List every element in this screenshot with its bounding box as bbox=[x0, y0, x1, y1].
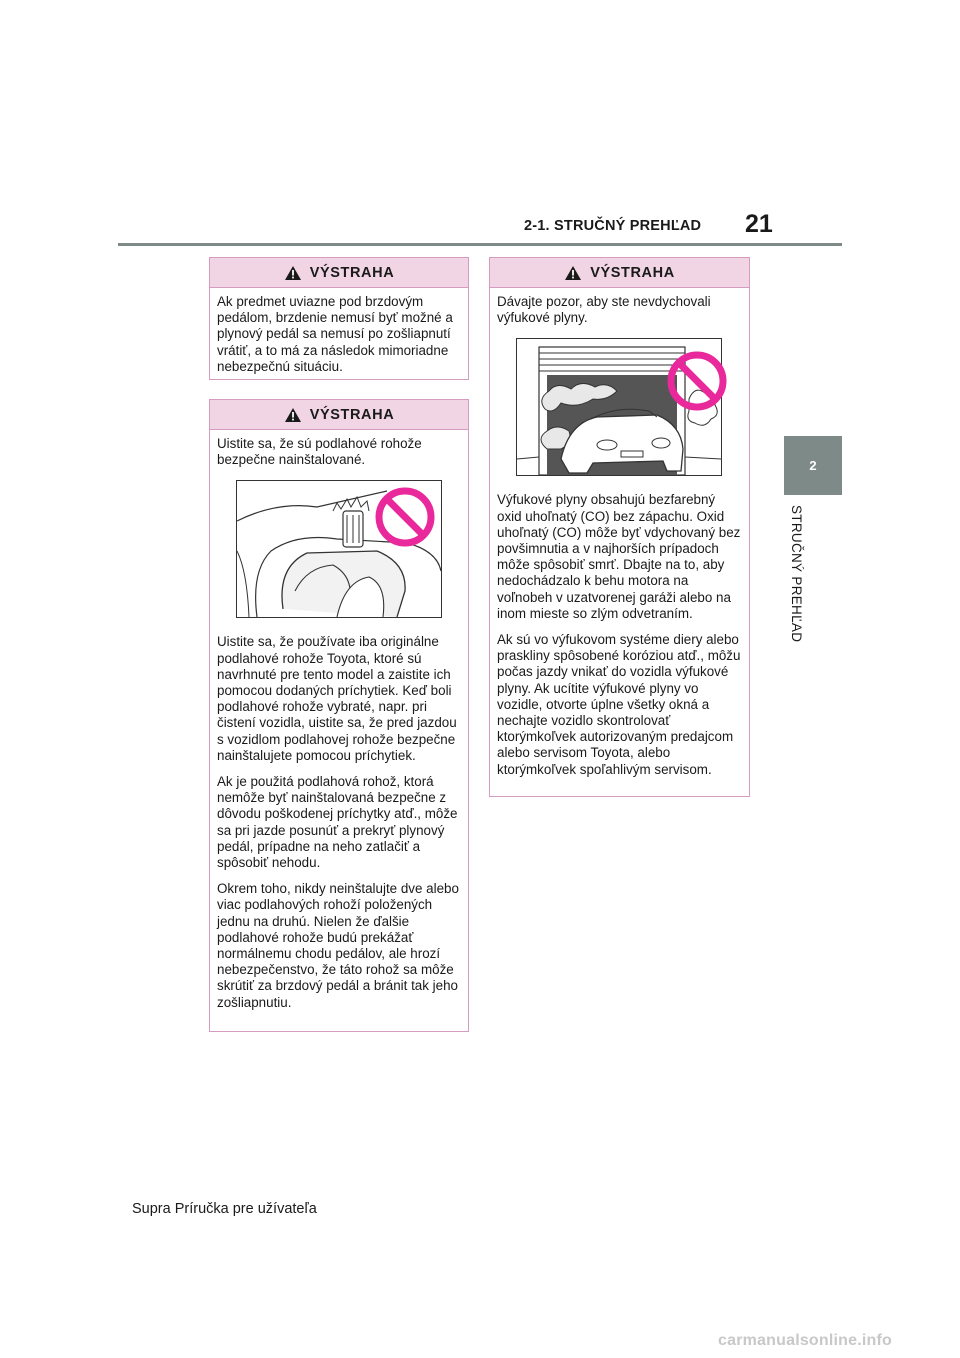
header-rule bbox=[118, 243, 842, 246]
warning-paragraph: Ak predmet uviazne pod brzdovým pedálom, brzdenie nemusí byť možné a plynový pedál sa nemusí po zošliapnutí vrátiť, a to má za následok mimoriadne nebezpečnú situáciu. bbox=[217, 294, 453, 374]
warning-body bbox=[210, 288, 468, 383]
warning-title: VÝSTRAHA bbox=[590, 264, 675, 281]
warning-title: VÝSTRAHA bbox=[309, 264, 395, 281]
chapter-tab[interactable]: 2 bbox=[784, 436, 842, 495]
prohibition-icon bbox=[666, 350, 728, 412]
warning-triangle-icon bbox=[284, 407, 302, 423]
warning-triangle-icon bbox=[284, 265, 302, 281]
warning-box-floor-mats bbox=[209, 399, 469, 1032]
warning-header bbox=[490, 258, 749, 288]
page-number: 21 bbox=[745, 210, 773, 238]
warning-paragraph: Ak sú vo výfukovom systéme diery alebo praskliny spôsobené koróziou atď., môžu počas jazdy vnikať do vozidla výfukové plyny. Ak ucítite výfukové plyny vo vozidle, otvorte úplne všetky okná a nechajte vozidlo skontrolovať ktorýmkoľvek autorizovaným predajcom alebo servisom Toyota, alebo ktorýmkoľvek spoľahlivým servisom. bbox=[497, 632, 741, 777]
warning-title: VÝSTRAHA bbox=[309, 406, 395, 423]
warning-paragraph: Uistite sa, že sú podlahové rohože bezpečne nainštalované. bbox=[217, 436, 422, 468]
section-title: 2-1. STRUČNÝ PREHĽAD bbox=[524, 218, 702, 234]
footer-manual-title: Supra Príručka pre užívateľa bbox=[132, 1201, 317, 1217]
warning-body bbox=[490, 288, 749, 786]
warning-paragraph: Výfukové plyny obsahujú bezfarebný oxid uhoľnatý (CO) bez zápachu. Oxid uhoľnatý (CO) môže byť vdychovaný bez povšimnutia a v najhorších prípadoch môže spôsobiť smrť. Dbajte na to, aby nedochádzalo k behu motora na voľnobeh v uzatvorenej garáži alebo na inom mieste so zlým odvetraním. bbox=[497, 492, 741, 621]
prohibition-icon bbox=[374, 486, 436, 548]
chapter-vertical-label bbox=[786, 505, 806, 665]
warning-box-pedal bbox=[209, 257, 469, 380]
warning-paragraph: Dávajte pozor, aby ste nevdychovali výfukové plyny. bbox=[497, 294, 711, 326]
warning-header bbox=[210, 258, 468, 288]
warning-paragraph: Okrem toho, nikdy neinštalujte dve alebo viac podlahových rohoží položených jednu na druhú. Nielen že ďalšie podlahové rohože budú prekážať normálnemu chodu pedálov, ale hrozí nebezpečenstvo, že táto rohož sa môže skrútiť za brzdový pedál a bránit tak jeho zošliapnutiu. bbox=[217, 881, 459, 1010]
warning-paragraph: Ak je použitá podlahová rohož, ktorá nemôže byť nainštalovaná bezpečne z dôvodu poškodenej príchytky atď., môže sa pri jazde posunúť a prekryť plynový pedál, prípadne na neho zatlačiť a spôsobiť nehodu. bbox=[217, 774, 458, 871]
warning-paragraph: Uistite sa, že používate iba originálne podlahové rohože Toyota, ktoré sú navrhnuté pre tento model a zaistite ich pomocou dodaných príchytiek. Keď boli podlahové rohože vybraté, napr. pri čistení vozidla, uistite sa, že pred jazdou s vozidlom podlahovej rohože bezpečne nainštalujete pomocou príchytiek. bbox=[217, 634, 457, 763]
watermark: carmanualsonline.info bbox=[718, 1332, 893, 1349]
chapter-label-text: STRUČNÝ PREHĽAD bbox=[789, 505, 804, 643]
warning-triangle-icon bbox=[564, 265, 582, 281]
warning-header bbox=[210, 400, 468, 430]
warning-box-exhaust bbox=[489, 257, 750, 797]
warning-body bbox=[210, 430, 468, 1019]
